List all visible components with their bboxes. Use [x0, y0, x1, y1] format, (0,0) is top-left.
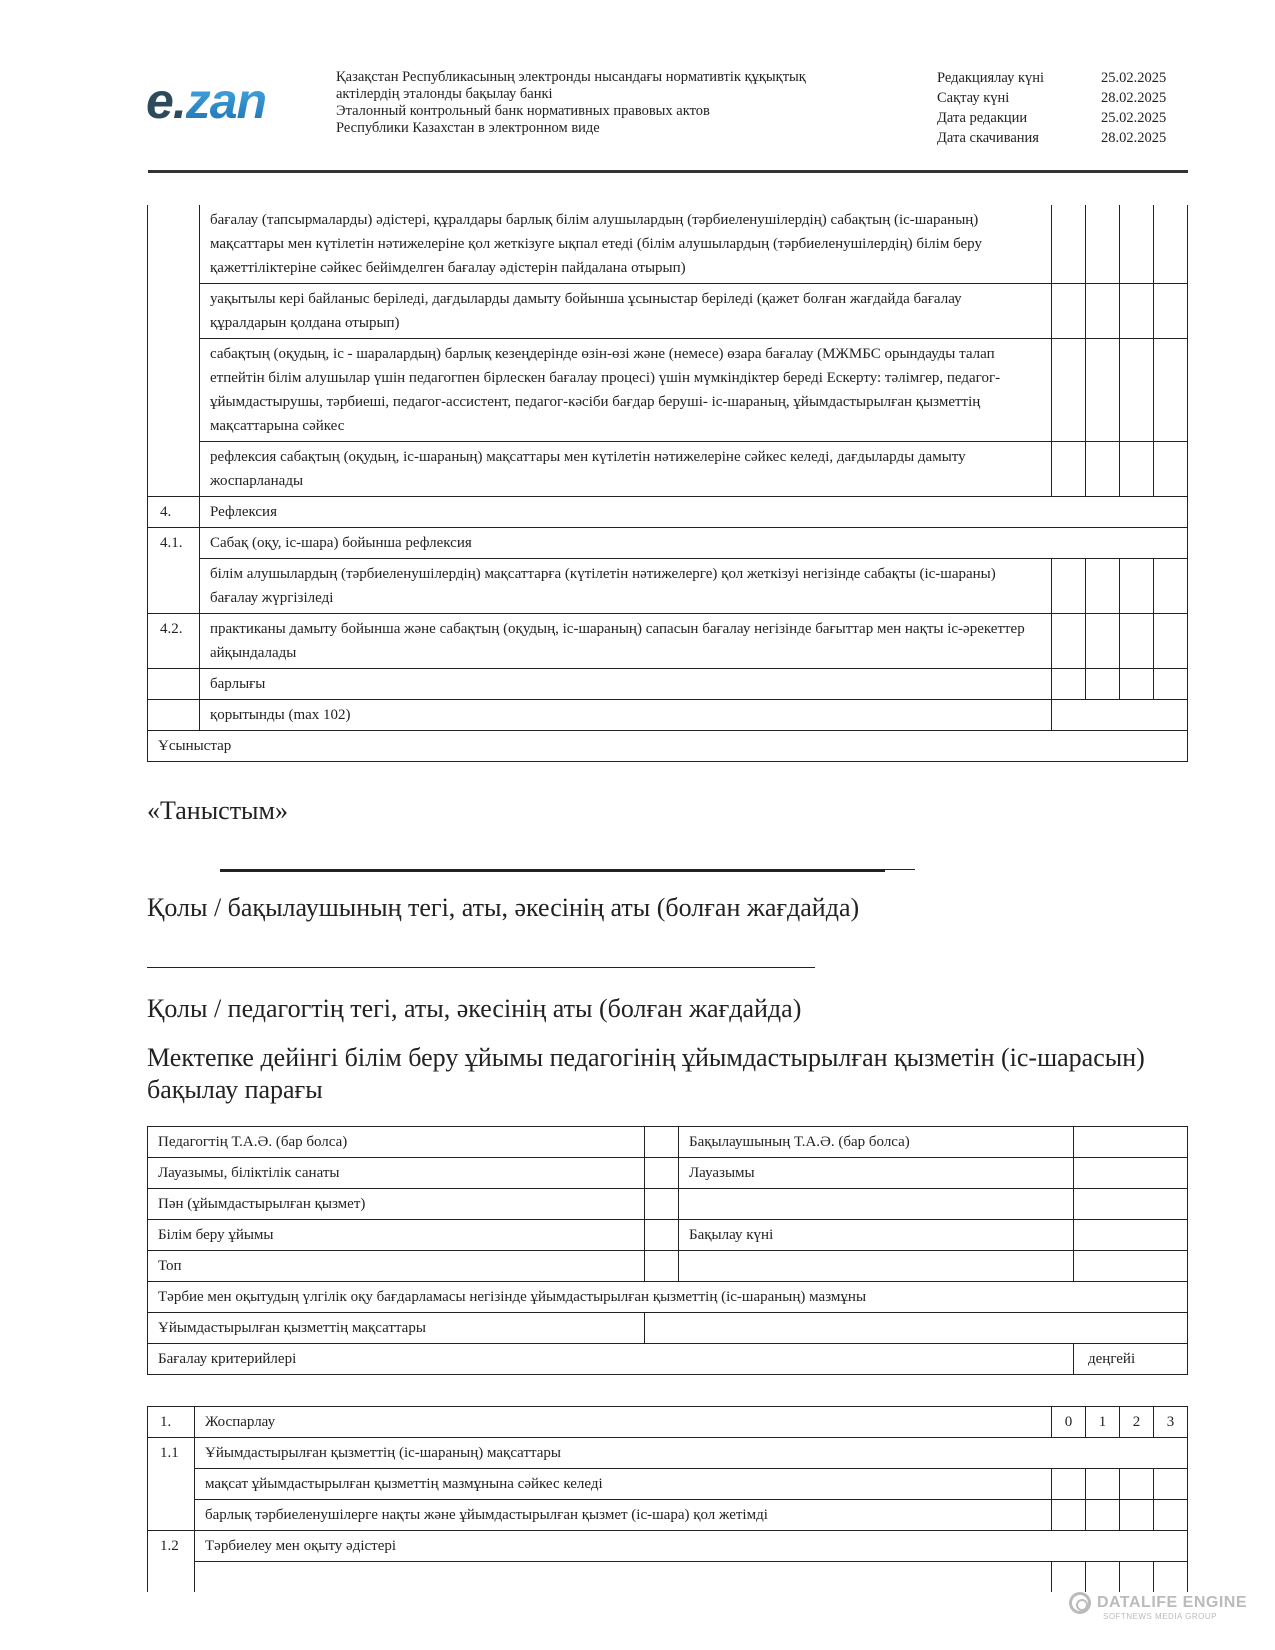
suggestions-row — [148, 731, 1188, 762]
bank-line: Қазақстан Республикасының электронды нысандағы нормативтік құқықтық — [336, 69, 806, 85]
info-label: Лауазымы, біліктілік санаты — [148, 1158, 645, 1189]
info-value[interactable] — [645, 1251, 679, 1282]
bank-line: Республики Казахстан в электронном виде — [336, 120, 600, 136]
total-label: барлығы — [200, 669, 1052, 700]
score-cell-0[interactable] — [1052, 442, 1086, 497]
score-cell-1[interactable] — [1086, 1469, 1120, 1500]
score-cell-2[interactable] — [1120, 614, 1154, 669]
criterion-text — [195, 1562, 1052, 1592]
ezan-logo — [146, 73, 267, 129]
score-cell-1[interactable] — [1086, 1562, 1120, 1592]
date-value: 25.02.2025 — [1101, 70, 1167, 86]
score-cell-3[interactable] — [1154, 284, 1188, 339]
info-row — [148, 1189, 1188, 1220]
logo-dot: . — [172, 73, 186, 129]
score-cell-2[interactable] — [1120, 1500, 1154, 1531]
score-cell-1[interactable] — [1086, 442, 1120, 497]
score-cell-2[interactable] — [1120, 559, 1154, 614]
table-row — [148, 1500, 1188, 1531]
section-row — [148, 1531, 1188, 1562]
section-number: 1. — [148, 1407, 195, 1438]
level-header-1: 1 — [1086, 1407, 1120, 1438]
table-row — [148, 1469, 1188, 1500]
score-cell-0[interactable] — [1052, 1562, 1086, 1592]
section-title: Рефлексия — [200, 497, 1188, 528]
score-cell-3[interactable] — [1154, 614, 1188, 669]
section-number: 1.1 — [148, 1438, 195, 1531]
section-title: Ұйымдастырылған қызметтің (іс-шараның) мақсаттары — [195, 1438, 1188, 1469]
score-cell-0[interactable] — [1052, 284, 1086, 339]
info-row — [148, 1313, 1188, 1344]
score-cell-2[interactable] — [1120, 284, 1154, 339]
score-cell-0[interactable] — [1052, 339, 1086, 442]
info-label: Бақылау күні — [679, 1220, 1074, 1251]
info-label — [679, 1189, 1074, 1220]
goals-label: Ұйымдастырылған қызметтің мақсаттары — [148, 1313, 645, 1344]
criterion-text: мақсат ұйымдастырылған қызметтің мазмұнына сәйкес келеді — [195, 1469, 1052, 1500]
info-value[interactable] — [1074, 1251, 1188, 1282]
bank-line: актілердің эталонды бақылау банкі — [336, 86, 553, 102]
info-label: Педагогтің Т.А.Ә. (бар болса) — [148, 1127, 645, 1158]
info-row — [148, 1251, 1188, 1282]
num-cell — [148, 669, 200, 700]
info-row — [148, 1158, 1188, 1189]
score-cell-3[interactable] — [1154, 442, 1188, 497]
score-cell-2[interactable] — [1120, 205, 1154, 284]
suggestions-label[interactable]: Ұсыныстар — [148, 731, 1188, 762]
section-title: Тәрбиелеу мен оқыту әдістері — [195, 1531, 1188, 1562]
criterion-text: практиканы дамыту бойынша және сабақтың (оқудың, іс-шараның) сапасын бағалау негізінде бағыттар мен нақты іс-әрекеттер айқындалады — [200, 614, 1052, 669]
info-value[interactable] — [645, 1158, 679, 1189]
criterion-text: барлық тәрбиеленушілерге нақты және ұйымдастырылған қызмет (іс-шара) қол жетімді — [195, 1500, 1052, 1531]
level-header-2: 2 — [1120, 1407, 1154, 1438]
info-row — [148, 1344, 1188, 1375]
result-label: қорытынды (max 102) — [200, 700, 1052, 731]
section-title: Сабақ (оқу, іс-шара) бойынша рефлексия — [200, 528, 1188, 559]
section-title: Жоспарлау — [195, 1407, 1052, 1438]
score-cell-3[interactable] — [1154, 1469, 1188, 1500]
result-value-cell[interactable] — [1052, 700, 1188, 731]
info-value[interactable] — [1074, 1127, 1188, 1158]
table-row — [148, 205, 1188, 284]
signature-observer-label: Қолы / бақылаушының тегі, аты, әкесінің аты (болған жағдайда) — [147, 893, 860, 922]
section-number: 1.2 — [148, 1531, 195, 1592]
date-row — [937, 68, 1166, 88]
section-row — [148, 497, 1188, 528]
table-row — [148, 1562, 1188, 1592]
score-cell-0[interactable] — [1052, 669, 1086, 700]
score-cell-1[interactable] — [1086, 284, 1120, 339]
info-label: Пән (ұйымдастырылған қызмет) — [148, 1189, 645, 1220]
score-cell-1[interactable] — [1086, 559, 1120, 614]
criteria-label: Бағалау критерийлері — [148, 1344, 1074, 1375]
date-row — [937, 88, 1166, 108]
info-label: Бақылаушының Т.А.Ә. (бар болса) — [679, 1127, 1074, 1158]
signature-line-teacher[interactable] — [147, 967, 815, 968]
level-header-3: 3 — [1154, 1407, 1188, 1438]
score-cell-3[interactable] — [1154, 1562, 1188, 1592]
score-cell-3[interactable] — [1154, 205, 1188, 284]
info-value[interactable] — [1074, 1220, 1188, 1251]
section-row — [148, 1407, 1188, 1438]
criterion-text: бағалау (тапсырмаларды) әдістері, құралдары барлық білім алушылардың (тәрбиеленушілердің) сабақтың (іс-шараның) мақсаттары мен күтілетін нәтижелеріне қол жеткізуге ықпал етеді (білім алушылардың (тәрбиеленушілердің) білім беру қажеттіліктеріне сәйкес бейімделген бағалау әдістерін пайдалана отырып) — [200, 205, 1052, 284]
signature-line-observer[interactable] — [220, 869, 885, 872]
info-value[interactable] — [645, 1189, 679, 1220]
score-cell-2[interactable] — [1120, 442, 1154, 497]
score-cell-0[interactable] — [1052, 559, 1086, 614]
date-label: Дата редакции — [937, 110, 1028, 126]
date-label: Сақтау күні — [937, 90, 1010, 106]
section-number: 4. — [148, 497, 200, 528]
score-cell-0[interactable] — [1052, 1469, 1086, 1500]
header-dates — [937, 68, 1166, 148]
datalife-watermark — [1069, 1592, 1247, 1621]
num-cell — [148, 205, 200, 497]
bank-line: Эталонный контрольный банк нормативных правовых актов — [336, 103, 710, 119]
signature-teacher-label: Қолы / педагогтің тегі, аты, әкесінің аты (болған жағдайда) — [147, 994, 802, 1023]
criteria-table-continued — [147, 205, 1188, 762]
score-cell-1[interactable] — [1086, 339, 1120, 442]
bank-title — [336, 69, 806, 137]
criterion-text: сабақтың (оқудың, іс - шаралардың) барлық кезеңдерінде өзін-өзі және (немесе) өзара бағалау (МЖМБС орындауды талап етпейтін білім алушылар үшін педагогпен бірлескен бағалау процесі) үшін мүмкіндіктер береді Ескерту: тәлімгер, педагог-ұйымдастырушы, тәрбиеші, педагог-ассистент, педагог-кәсіби бағдар беруші- іс-шараның, ұйымдастырылған қызметтің мақсаттарына сәйкес — [200, 339, 1052, 442]
score-cell-1[interactable] — [1086, 1500, 1120, 1531]
table-row — [148, 614, 1188, 669]
score-cell-2[interactable] — [1120, 1469, 1154, 1500]
criteria-table — [147, 1406, 1188, 1592]
score-cell-1[interactable] — [1086, 669, 1120, 700]
score-cell-3[interactable] — [1154, 339, 1188, 442]
info-row — [148, 1220, 1188, 1251]
section-row — [148, 528, 1188, 559]
level-label: деңгейі — [1074, 1344, 1188, 1375]
score-cell-3[interactable] — [1154, 1500, 1188, 1531]
table-row — [148, 284, 1188, 339]
date-row — [937, 108, 1166, 128]
score-cell-1[interactable] — [1086, 614, 1120, 669]
score-cell-0[interactable] — [1052, 1500, 1086, 1531]
score-cell-0[interactable] — [1052, 614, 1086, 669]
date-value: 28.02.2025 — [1101, 90, 1167, 106]
info-row — [148, 1127, 1188, 1158]
table-row — [148, 442, 1188, 497]
signature-line-tail — [885, 869, 915, 870]
info-value[interactable] — [645, 1127, 679, 1158]
date-label: Дата скачивания — [937, 130, 1039, 146]
date-value: 25.02.2025 — [1101, 110, 1167, 126]
num-cell — [148, 700, 200, 731]
score-cell-2[interactable] — [1120, 339, 1154, 442]
criterion-text: білім алушылардың (тәрбиеленушілердің) мақсаттарға (күтілетін нәтижелерге) қол жеткізуі негізінде сабақты (іс-шараны) бағалау жүргізіледі — [200, 559, 1052, 614]
section-row — [148, 1438, 1188, 1469]
score-cell-0[interactable] — [1052, 205, 1086, 284]
info-label: Топ — [148, 1251, 645, 1282]
info-value[interactable] — [645, 1220, 679, 1251]
info-table — [147, 1126, 1188, 1375]
score-cell-1[interactable] — [1086, 205, 1120, 284]
logo-zan: zan — [185, 73, 267, 129]
info-label: Лауазымы — [679, 1158, 1074, 1189]
score-cell-2[interactable] — [1120, 1562, 1154, 1592]
info-label: Білім беру ұйымы — [148, 1220, 645, 1251]
result-row — [148, 700, 1188, 731]
info-value[interactable] — [1074, 1158, 1188, 1189]
form-title: Мектепке дейінгі білім беру ұйымы педагогінің ұйымдастырылған қызметін (іс-шарасын) бақылау парағы — [147, 1043, 1145, 1104]
score-cell-3[interactable] — [1154, 559, 1188, 614]
level-header-0: 0 — [1052, 1407, 1086, 1438]
header-divider — [148, 170, 1188, 173]
info-value[interactable] — [1074, 1189, 1188, 1220]
section-number: 4.1. — [148, 528, 200, 614]
watermark-title: DATALIFE ENGINE — [1096, 1594, 1247, 1612]
section-number: 4.2. — [148, 614, 200, 669]
table-row — [148, 559, 1188, 614]
score-cell-2[interactable] — [1120, 669, 1154, 700]
content-label: Тәрбие мен оқытудың үлгілік оқу бағдарламасы негізінде ұйымдастырылған қызметтің (іс-шараның) мазмұны — [148, 1282, 1188, 1313]
logo-e: e — [146, 73, 173, 129]
table-row — [148, 339, 1188, 442]
total-row — [148, 669, 1188, 700]
info-row — [148, 1282, 1188, 1313]
criterion-text: уақытылы кері байланыс беріледі, дағдыларды дамыту бойынша ұсыныстар беріледі (қажет болған жағдайда бағалау құралдарын қолдана отырып) — [200, 284, 1052, 339]
criterion-text: рефлексия сабақтың (оқудың, іс-шараның) мақсаттары мен күтілетін нәтижелеріне сәйкес келеді, дағдыларды дамыту жоспарланады — [200, 442, 1052, 497]
watermark-subtitle: SOFTNEWS MEDIA GROUP — [1102, 1612, 1217, 1621]
datalife-logo-icon — [1069, 1592, 1091, 1614]
date-row — [937, 128, 1166, 148]
goals-value[interactable] — [645, 1313, 1188, 1344]
acknowledged-label: «Таныстым» — [147, 796, 288, 825]
date-label: Редакциялау күні — [937, 70, 1045, 86]
date-value: 28.02.2025 — [1101, 130, 1167, 146]
score-cell-3[interactable] — [1154, 669, 1188, 700]
info-label — [679, 1251, 1074, 1282]
